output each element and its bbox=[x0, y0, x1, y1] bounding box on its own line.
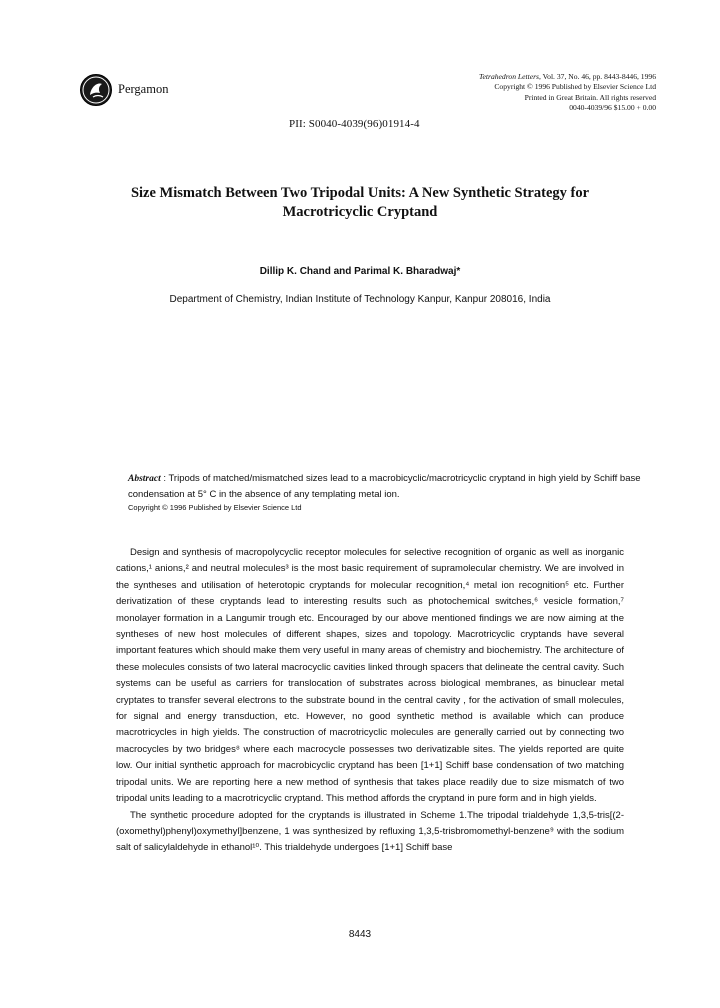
authors: Dillip K. Chand and Parimal K. Bharadwaj* bbox=[259, 266, 461, 277]
journal-metadata bbox=[479, 72, 656, 114]
affiliation: Department of Chemistry, Indian Institute of Technology Kanpur, Kanpur 208016, India bbox=[169, 294, 551, 305]
article-body bbox=[116, 545, 624, 857]
price-line: 0040-4039/96 $15.00 + 0.00 bbox=[569, 103, 656, 113]
abstract bbox=[128, 471, 648, 513]
journal-citation bbox=[479, 72, 656, 82]
pergamon-logo-icon bbox=[80, 74, 112, 106]
abstract-label: Abstract bbox=[128, 474, 161, 484]
abstract-text: Tripods of matched/mismatched sizes lead to a macrobicyclic/macrotricyclic cryptand in high yield by Schiff base condensation at 5° C in the absence of any templating metal ion. bbox=[128, 473, 641, 500]
publisher-name: Pergamon bbox=[118, 82, 169, 96]
article-title bbox=[60, 184, 660, 221]
body-paragraph-1: Design and synthesis of macropolycyclic receptor molecules for selective recognition of organic as well as inorganic cations,¹ anions,² and neutral molecules³ is the most basic requirement of supramolecular chemistry. We are involved in the syntheses and utilisation of heterotopic cryptands for molecular recognition,⁴ metal ion recognition⁵ etc. Further derivatization of these cryptands lead to interesting results such as photochemical switches,⁶ vesicle formation,⁷ monolayer formation in a Langumir trough etc. Encouraged by our above mentioned findings we are now aiming at the syntheses of new host molecules of different shapes, sizes and topology. Macrotricyclic cryptands have several important features which should make them very useful in many areas of chemistry and biochemistry. The architecture of these molecules consists of two lateral macrocyclic cavities linked through spacers that delineate the central cavity. Such systems can be useful as carriers for translocation of substrates across biological membranes, as binuclear metal cryptates to transfer several electrons to the substrate bound in the central cavity , for the activation of small molecules, for signal and energy transduction, etc. However, no good synthetic method is available which can produce macrotricycles in high yields. The construction of macrotricyclic molecules are generally carried out by connecting two macrocycles by two bridges⁸ where each macrocycle possesses two derivatizable sites. The yields reported are quite low. Our initial synthetic approach for macrobicyclic cryptand has been [1+1] Schiff base condensation of two matching tripodal units. We are reporting here a new method of synthesis that takes place readily due to size mismatch of two tripodal units leading to a macrotricyclic cryptand. This method affords the cryptand in pure form and in high yields. bbox=[116, 547, 624, 805]
pii-identifier: PII: S0040-4039(96)01914-4 bbox=[289, 118, 420, 130]
abstract-copyright: Copyright © 1996 Published by Elsevier Science Ltd bbox=[128, 503, 302, 512]
abstract-separator: : bbox=[160, 473, 169, 484]
body-paragraph-2: The synthetic procedure adopted for the cryptands is illustrated in Scheme 1.The tripodal trialdehyde 1,3,5-tris[(2-(oxomethyl)phenyl)oxymethyl]benzene, 1 was synthesized by refluxing 1,3,5-trisbromomethyl-benzene⁹ with the sodium salt of salicylaldehyde in ethanol¹⁰. This trialdehyde undergoes [1+1] Schiff base bbox=[116, 809, 624, 854]
copyright-line: Copyright © 1996 Published by Elsevier Science Ltd bbox=[494, 82, 656, 92]
title-line-1: Size Mismatch Between Two Tripodal Units: A New Synthetic Strategy for bbox=[130, 185, 590, 201]
title-line-2: Macrotricyclic Cryptand bbox=[282, 203, 438, 220]
printed-line: Printed in Great Britain. All rights reserved bbox=[524, 92, 656, 102]
page-number: 8443 bbox=[348, 929, 372, 940]
volume-info: , Vol. 37, No. 46, pp. 8443-8446, 1996 bbox=[538, 72, 656, 81]
journal-name: Tetrahedron Letters bbox=[479, 72, 539, 81]
